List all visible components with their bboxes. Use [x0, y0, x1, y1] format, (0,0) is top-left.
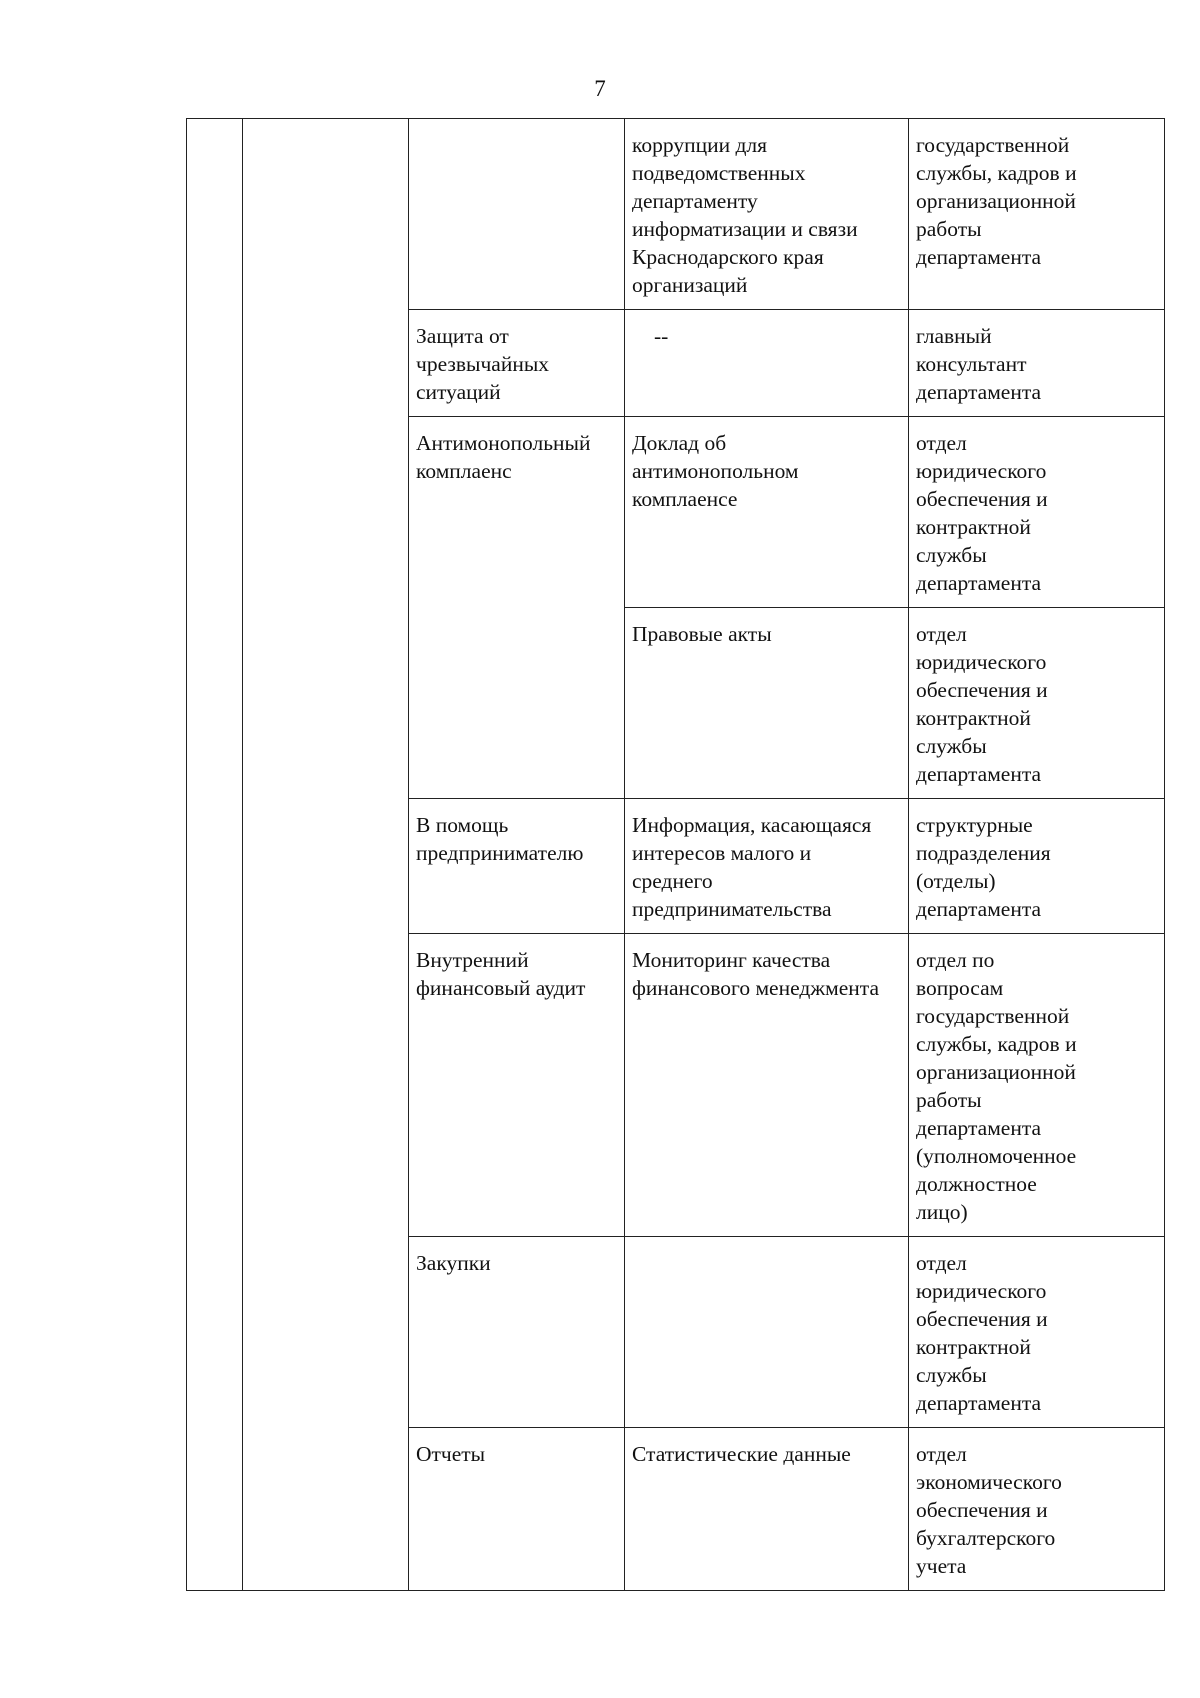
responsible-cell: отдел юридического обеспечения и контрактной службы департамента	[909, 417, 1165, 608]
responsible-cell: структурные подразделения (отделы) департамента	[909, 799, 1165, 934]
section-cell: Защита от чрезвычайных ситуаций	[409, 310, 625, 417]
section-cell	[409, 119, 625, 310]
section-cell: Антимонопольный комплаенс	[409, 417, 625, 799]
document-cell: Мониторинг качества финансового менеджмента	[625, 934, 909, 1237]
table-row	[187, 119, 1165, 310]
responsible-cell: государственной службы, кадров и организационной работы департамента	[909, 119, 1165, 310]
document-cell	[625, 1237, 909, 1428]
section-cell: В помощь предпринимателю	[409, 799, 625, 934]
document-cell: Статистические данные	[625, 1428, 909, 1591]
number-column	[187, 119, 243, 1591]
document-cell: коррупции для подведомственных департаменту информатизации и связи Краснодарского края организаций	[625, 119, 909, 310]
section-cell: Закупки	[409, 1237, 625, 1428]
section-cell: Внутренний финансовый аудит	[409, 934, 625, 1237]
responsible-cell: главный консультант департамента	[909, 310, 1165, 417]
document-cell: Доклад об антимонопольном комплаенсе	[625, 417, 909, 608]
document-cell: Информация, касающаяся интересов малого и среднего предпринимательства	[625, 799, 909, 934]
document-cell: --	[625, 310, 909, 417]
responsible-cell: отдел по вопросам государственной службы, кадров и организационной работы департамента (уполномоченное должностное лицо)	[909, 934, 1165, 1237]
responsible-cell: отдел юридического обеспечения и контрактной службы департамента	[909, 1237, 1165, 1428]
section-cell: Отчеты	[409, 1428, 625, 1591]
document-cell: Правовые акты	[625, 608, 909, 799]
page-number: 7	[594, 76, 606, 101]
responsible-cell: отдел юридического обеспечения и контрактной службы департамента	[909, 608, 1165, 799]
responsible-cell: отдел экономического обеспечения и бухгалтерского учета	[909, 1428, 1165, 1591]
category-column	[243, 119, 409, 1591]
document-table	[186, 118, 1165, 1591]
